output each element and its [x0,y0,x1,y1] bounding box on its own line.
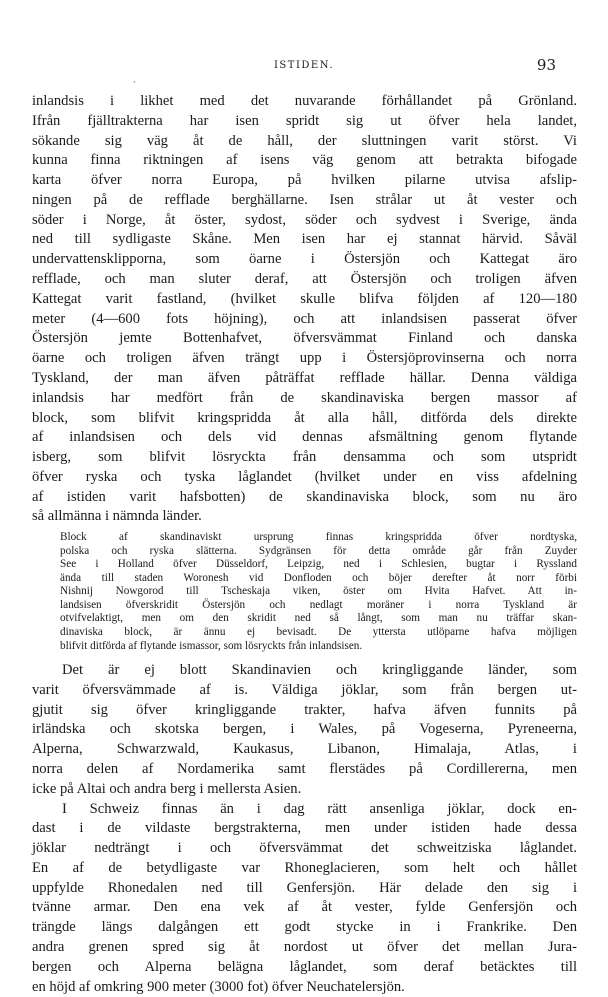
text-line: Det är ej blott Skandinavien och kringliggande länder, som [62,662,577,679]
text-line: af inlandsisen och dels vid dennas afsmältning genom flytande [32,429,577,446]
text-line: undervattensklipporna, som öarne i Östersjön och Kattegat äro [32,251,577,268]
text-line: varit öfversvämmade af is. Väldiga jöklar, som från bergen ut- [32,681,577,698]
text-line: refflade, och man sluter deraf, att Östersjön och troligen äfven [32,271,577,288]
footnote-line: polska och ryska slätterna. Sydgränsen för detta område går från Zuyder [60,544,577,557]
text-line: icke på Altai och andra berg i mellersta Asien. [32,780,302,797]
text-line: Ifrån fjälltrakterna har isen spridt sig ut öfver hela landet, [32,112,577,129]
footnote [32,531,577,653]
footnote-line: ända till staden Woronesh vid Donfloden och böjer derefter åt norr förbi [60,571,577,584]
text-line: trängde längs dalgången ett godt stycke in i Frankrike. Den [32,919,577,936]
text-line: inlandsis i likhet med det nuvarande förhållandet på Grönland. [32,93,577,109]
stray-mark: · [133,78,136,87]
text-line: gjutit sig öfver kringliggande trakter, hafva äfven funnits på [32,701,577,718]
text-line: andra grenen spred sig åt nordost ut öfver det mellan Jura- [32,939,577,956]
footnote-line: otvifvelaktigt, men om den skridit ned så långt, som man nu träffar skan- [60,612,577,625]
text-line: isberg, som blifvit lösryckta från densamma och som utspridt [32,449,577,466]
paragraph-switzerland [32,800,577,997]
main-text [32,92,577,997]
running-title: ISTIDEN. [273,60,335,71]
text-line: tvänne armar. Den ena vek af åt vester, fylde Genfersjön och [32,899,577,916]
text-line: en höjd af omkring 900 meter (3000 fot) öfver Neuchatelersjön. [32,978,405,995]
text-line: I Schweiz finnas än i dag rätt ansenliga jöklar, dock en- [62,800,577,817]
text-line: söder i Norge, åt öster, sydost, söder och sydvest i Sverige, ända [32,211,577,228]
text-line: jöklar nedträngt i och öfversvämmat det schweitziska låglandet. [32,840,577,857]
text-line: Tyskland, der man äfven påträffat refflade hällar. Denna väldiga [32,369,577,386]
text-line: ned till sydligaste Skåne. Men isen har ej stannat härvid. Såväl [32,231,577,248]
footnote-paragraph [32,531,577,653]
text-line: kunna finna riktningen af isens väg genom att betrakta bifogade [32,152,577,169]
text-line: af istiden varit hafsbotten) de skandinaviska block, som nu äro [32,488,577,505]
paragraph-continuation [32,92,577,527]
text-line: norra delen af Nordamerika samt flerstädes på Cordillererna, men [32,761,577,778]
text-line: meter (4—600 fots höjning), och att inlandsisen passerat öfver [32,310,577,327]
text-line: karta öfver norra Europa, på hvilken pilarne utvisa afslip- [32,172,577,189]
text-line: öarne och troligen äfven trängt upp i Östersjöprovinserna och norra [32,350,577,367]
footnote-line: landsisen öfverskridit Östersjön och nedlagt moräner i norra Tyskland är [60,598,577,611]
text-line: Alperna, Schwarzwald, Kaukasus, Libanon, Himalaja, Atlas, i [32,741,577,758]
text-line: block, som blifvit kringspridda åt alla håll, ditförda dels direkte [32,409,577,426]
text-line: uppfylde Rhonedalen ned till Genfersjön. Här delade den sig i [32,879,577,896]
paragraph-glaciers [32,661,577,799]
text-line: Östersjön jemte Bottenhafvet, öfversvämmat Finland och danska [32,330,577,347]
text-line: En af de betydligaste var Rhoneglacieren, som helt och hållet [32,859,577,876]
text-line: bergen och Alperna belägna låglandet, som deraf betäcktes till [32,958,577,975]
footnote-line: blifvit ditförda af flytande ismassor, som lösryckts från inlandsisen. [60,639,363,652]
text-line: inlandsis har medfört från de skandinaviska bergen massor af [32,389,577,406]
footnote-line: Block af skandinaviskt ursprung finnas kringspridda öfver nordtyska, [60,531,577,544]
text-line: sökande sig väg åt de håll, der sluttningen varit störst. Vi [32,132,577,149]
running-head [0,56,608,76]
footnote-line: See i Holland öfver Düsseldorf, Leipzig, ned i Schlesien, bugtar i Ryssland [60,558,577,571]
text-line: så allmänna i nämnda länder. [32,508,202,525]
text-line: ningen på de refflade berghällarne. Isen strålar ut åt vester och [32,191,577,208]
text-line: Kattegat varit fastland, (hvilket skulle blifva följden af 120—180 [32,290,577,307]
footnote-line: Nishnij Nowgorod till Tscheskaja viken, öster om Hvita Hafvet. Att in- [60,585,577,598]
text-line: irländska och skotska bergen, i Wales, på Vogeserna, Pyreneerna, [32,721,577,738]
text-line: öfver ryska och tyska låglandet (hvilket under en viss afdelning [32,468,577,485]
footnote-line: dinaviska block, är ännu ej bevisadt. De yttersta utlöparne hafva möjligen [60,626,577,639]
page-number: 93 [536,56,556,74]
text-line: dast i de vildaste bergstrakterna, men under istiden hade dessa [32,820,577,837]
